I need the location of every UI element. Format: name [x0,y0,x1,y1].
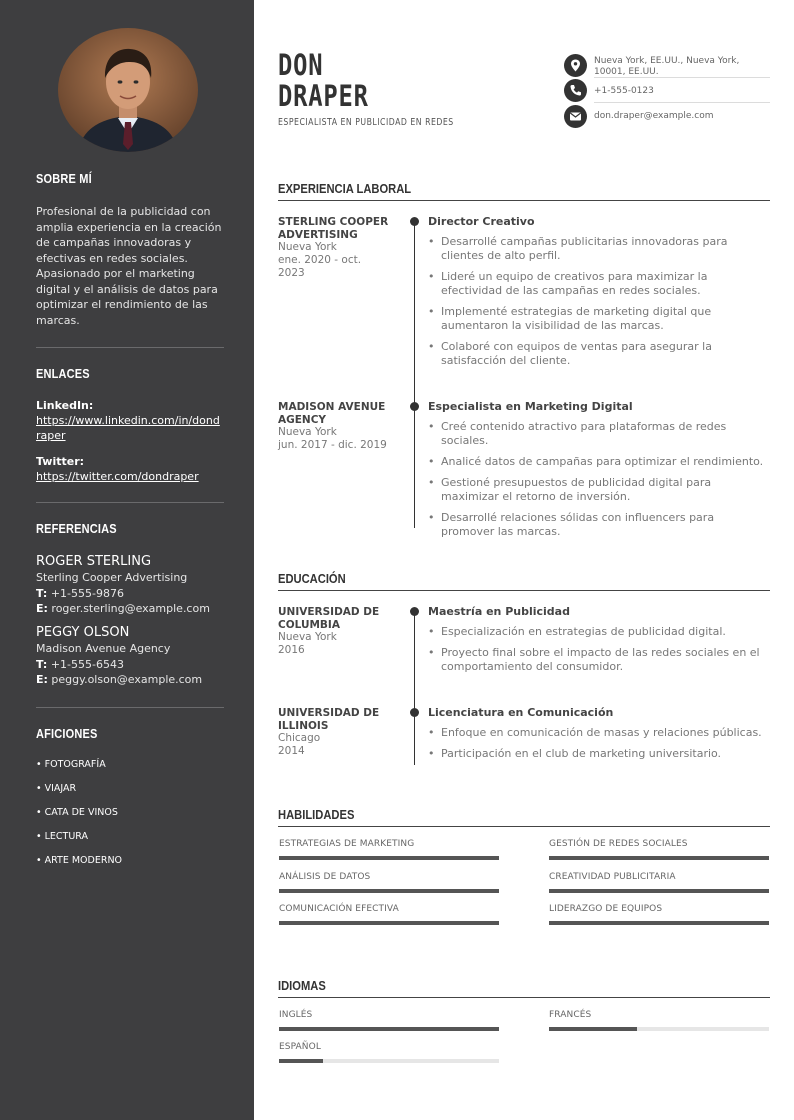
about-section [36,172,224,186]
skill-bar-fill [279,921,499,925]
hobbies-section [36,727,224,741]
experience-timeline [414,221,415,528]
language-bar-fill [279,1059,323,1063]
location-pin-icon [564,54,587,77]
reference-name: ROGER STERLING [36,554,152,569]
languages-heading: IDIOMAS [278,978,326,993]
education-org: UNIVERSIDAD DE ILLINOIS [278,707,380,732]
education-dates: 2016 [278,644,305,656]
link-linkedin [36,398,224,443]
experience-role: Especialista en Marketing Digital [428,400,633,413]
experience-detail [428,400,770,546]
twitter-link[interactable]: https://twitter.com/dondraper [36,470,199,483]
skill-bar [279,856,499,860]
education-org-block [278,606,390,657]
skill-item [279,839,499,850]
profile-photo [58,28,198,152]
education-timeline [414,610,415,765]
reference-email-value: peggy.olson@example.com [51,673,203,686]
experience-heading: EXPERIENCIA LABORAL [278,181,412,196]
twitter-label: Twitter: [36,455,85,468]
education-bullet: • Enfoque en comunicación de masas y relaciones públicas. [428,726,770,740]
timeline-dot [410,607,419,616]
education-degree: Licenciatura en Comunicación [428,706,614,719]
skill-name: ESTRATEGIAS DE MARKETING [279,839,415,849]
reference-phone-label: T: [36,586,48,600]
education-org: UNIVERSIDAD DE COLUMBIA [278,606,380,631]
last-name: DRAPER [278,79,369,113]
experience-bullet: • Analicé datos de campañas para optimizar el rendimiento. [428,455,770,469]
contact-phone [564,79,770,103]
about-text-block [36,204,224,328]
phone-icon [564,79,587,102]
experience-bullets [428,420,770,539]
reference-phone-value: +1-555-6543 [50,657,124,671]
language-bar [279,1059,499,1063]
profile-photo-image [58,28,198,152]
language-name: FRANCÉS [549,1010,592,1020]
language-bar [549,1027,769,1031]
experience-bullet: • Lideré un equipo de creativos para maximizar la efectividad de las campañas en redes sociales. [428,270,770,298]
language-item [279,1042,499,1053]
hobby-item: • FOTOGRAFÍA [36,759,106,770]
skill-bar-fill [279,856,499,860]
experience-location: Nueva York [278,426,337,438]
education-degree: Maestría en Publicidad [428,605,570,618]
reference-email [36,601,224,617]
timeline-dot [410,708,419,717]
skill-name: COMUNICACIÓN EFECTIVA [279,904,399,914]
sidebar [0,0,254,1120]
contact-email [564,105,770,129]
language-name: ESPAÑOL [279,1042,321,1052]
education-detail [428,706,770,768]
hobby-item: • CATA DE VINOS [36,807,118,818]
links-section [36,367,224,381]
experience-dates: jun. 2017 - dic. 2019 [278,439,387,451]
reference-email-label: E: [36,602,48,615]
skill-item [279,872,499,883]
language-name: INGLÉS [279,1010,313,1020]
reference-phone [36,657,224,673]
experience-role: Director Creativo [428,215,535,228]
languages-rule [278,997,770,998]
experience-org: MADISON AVENUE AGENCY [278,401,386,426]
first-name: DON [278,48,324,82]
reference-email-value: roger.sterling@example.com [51,602,210,615]
experience-bullet: • Colaboré con equipos de ventas para asegurar la satisfacción del cliente. [428,340,770,368]
skills-rule [278,826,770,827]
candidate-name [278,50,369,112]
reference-email-label: E: [36,673,48,686]
experience-location: Nueva York [278,241,337,253]
references-section [36,522,224,536]
contact-address [564,54,770,78]
skill-item [549,872,769,883]
experience-org-block [278,216,390,280]
reference-name: PEGGY OLSON [36,625,130,640]
contact-address-text: Nueva York, EE.UU., Nueva York, 10001, EE.UU. [594,56,740,77]
skill-name: ANÁLISIS DE DATOS [279,872,371,882]
skills-heading: HABILIDADES [278,807,355,822]
education-bullets [428,625,770,674]
contact-divider [594,77,770,78]
reference-phone [36,586,224,602]
reference-email [36,672,224,688]
references-heading: REFERENCIAS [36,522,117,536]
education-detail [428,605,770,681]
hobby-item: • ARTE MODERNO [36,855,123,866]
skill-bar [279,921,499,925]
contact-phone-text: +1-555-0123 [594,86,654,96]
about-text: Profesional de la publicidad con amplia experiencia en la creación de campañas innovadoras y efectivas en redes sociales. Apasionado por el marketing digital y el análisis de datos para optimizar el rendimiento de las marcas. [36,205,222,327]
experience-bullet: • Desarrollé campañas publicitarias innovadoras para clientes de alto perfil. [428,235,770,263]
skill-bar-fill [549,856,769,860]
education-bullet: • Especialización en estrategias de publicidad digital. [428,625,770,639]
language-item [549,1010,769,1021]
experience-bullet: • Gestioné presupuestos de publicidad digital para maximizar el retorno de inversión. [428,476,770,504]
reference-phone-label: T: [36,657,48,671]
skill-bar-fill [549,889,769,893]
reference-phone-value: +1-555-9876 [50,586,124,600]
about-heading: SOBRE MÍ [36,172,92,186]
education-heading: EDUCACIÓN [278,571,346,586]
skill-name: CREATIVIDAD PUBLICITARIA [549,872,676,882]
hobby-item: • VIAJAR [36,783,77,794]
contact-email-text: don.draper@example.com [594,111,714,121]
skill-item [549,904,769,915]
language-bar-fill [549,1027,637,1031]
hobbies-list [36,759,224,879]
language-item [279,1010,499,1021]
link-twitter [36,454,224,484]
experience-rule [278,200,770,201]
skill-bar [549,856,769,860]
education-bullet: • Proyecto final sobre el impacto de las redes sociales en el comportamiento del consumidor. [428,646,770,674]
timeline-dot [410,402,419,411]
linkedin-label: LinkedIn: [36,399,94,412]
skill-bar [549,889,769,893]
sidebar-divider [36,502,224,503]
main-content [278,0,770,1120]
experience-detail [428,215,770,375]
links-heading: ENLACES [36,367,90,381]
reference-company: Madison Avenue Agency [36,642,171,655]
sidebar-divider [36,707,224,708]
education-org-block [278,707,390,758]
experience-bullet: • Desarrollé relaciones sólidas con influencers para promover las marcas. [428,511,770,539]
skill-item [279,904,499,915]
envelope-icon [564,105,587,128]
education-rule [278,590,770,591]
education-location: Chicago [278,732,321,744]
experience-bullets [428,235,770,368]
skill-bar-fill [549,921,769,925]
skill-name: LIDERAZGO DE EQUIPOS [549,904,663,914]
skill-bar-fill [279,889,499,893]
experience-bullet: • Implementé estrategias de marketing digital que aumentaron la visibilidad de las marcas. [428,305,770,333]
hobby-item: • LECTURA [36,831,89,842]
sidebar-divider [36,347,224,348]
education-bullets [428,726,770,761]
education-location: Nueva York [278,631,337,643]
contact-divider [594,102,770,103]
skill-item [549,839,769,850]
linkedin-link[interactable]: https://www.linkedin.com/in/dondraper [36,414,220,442]
reference-item [36,624,224,688]
experience-org: STERLING COOPER ADVERTISING [278,216,389,241]
hobbies-heading: AFICIONES [36,727,98,741]
experience-org-block [278,401,390,452]
education-bullet: • Participación en el club de marketing universitario. [428,747,770,761]
reference-item [36,553,224,617]
job-title: ESPECIALISTA EN PUBLICIDAD EN REDES [278,117,454,128]
language-bar-fill [279,1027,499,1031]
skill-bar [279,889,499,893]
reference-company: Sterling Cooper Advertising [36,571,188,584]
experience-bullet: • Creé contenido atractivo para plataformas de redes sociales. [428,420,770,448]
experience-dates: ene. 2020 - oct. 2023 [278,254,362,279]
skill-bar [549,921,769,925]
timeline-dot [410,217,419,226]
education-dates: 2014 [278,745,305,757]
skill-name: GESTIÓN DE REDES SOCIALES [549,839,688,849]
language-bar [279,1027,499,1031]
